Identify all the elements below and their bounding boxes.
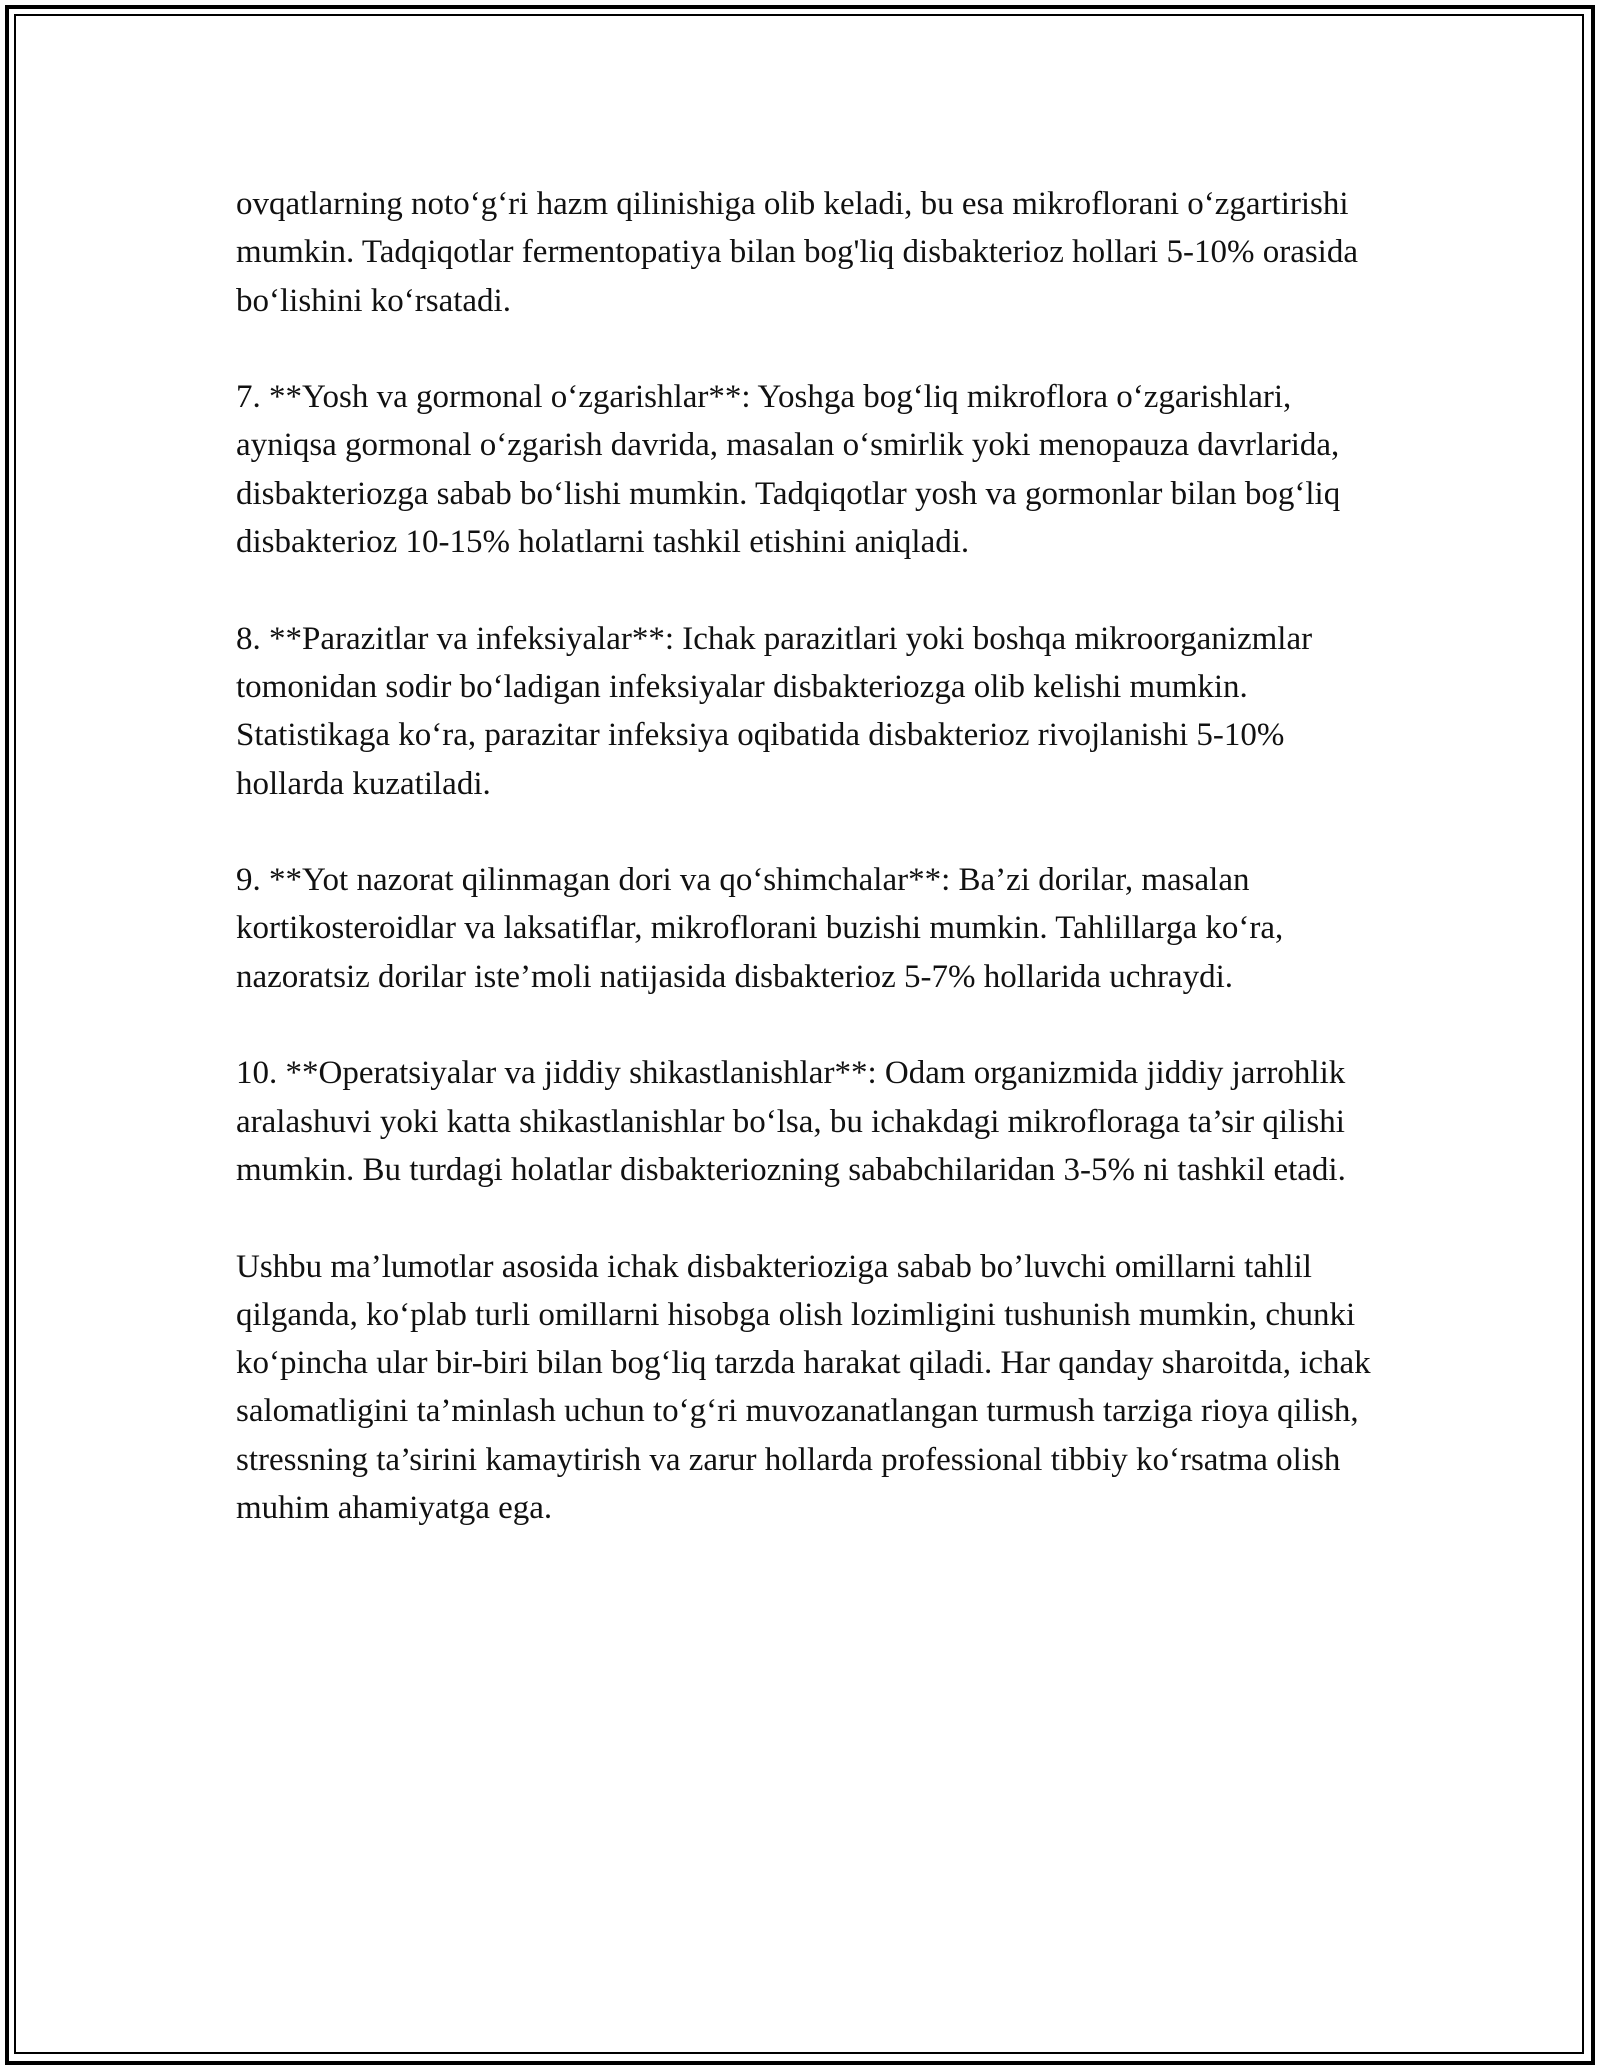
paragraph-parazitlar: 8. **Parazitlar va infeksiyalar**: Ichak parazitlari yoki boshqa mikroorganizmlar tomonidan sodir bo‘ladigan infeksiyalar disbakteriozga olib kelishi mumkin. Statistikaga ko‘ra, parazitar infeksiya oqibatida disbakterioz rivojlanishi 5-10% hollarda kuzatiladi.	[236, 620, 1313, 802]
paragraph-conclusion: Ushbu ma’lumotlar asosida ichak disbakterioziga sabab bo’luvchi omillarni tahlil qilganda, ko‘plab turli omillarni hisobga olish lozimligini tushunish mumkin, chunki ko‘pincha ular bir-biri bilan bog‘liq tarzda harakat qiladi. Har qanday sharoitda, ichak salomatligini ta’minlash uchun to‘g‘ri muvozanatlangan turmush tarziga rioya qilish, stressning ta’sirini kamaytirish va zarur hollarda professional tibbiy ko‘rsatma olish muhim ahamiyatga ega.	[236, 1248, 1371, 1527]
paragraph-fermentopatiya: ovqatlarning noto‘g‘ri hazm qilinishiga olib keladi, bu esa mikroflorani o‘zgartirishi mumkin. Tadqiqotlar fermentopatiya bilan bog'liq disbakterioz hollari 5-10% orasida bo‘lishini ko‘rsatadi.	[236, 186, 1358, 319]
paragraph-yosh-gormonal: 7. **Yosh va gormonal o‘zgarishlar**: Yoshga bog‘liq mikroflora o‘zgarishlari, ayniqsa gormonal o‘zgarish davrida, masalan o‘smirlik yoki menopauza davrlarida, disbakteriozga sabab bo‘lishi mumkin. Tadqiqotlar yosh va gormonlar bilan bog‘liq disbakterioz 10-15% holatlarni tashkil etishini aniqladi.	[236, 379, 1341, 561]
paragraph-operatsiyalar: 10. **Operatsiyalar va jiddiy shikastlanishlar**: Odam organizmida jiddiy jarrohlik aralashuvi yoki katta shikastlanishlar bo‘lsa, bu ichakdagi mikrofloraga ta’sir qilishi mumkin. Bu turdagi holatlar disbakteriozning sababchilaridan 3-5% ni tashkil etadi.	[236, 1055, 1346, 1188]
document-body	[236, 180, 1386, 1581]
paragraph-dori-qoshimchalar: 9. **Yot nazorat qilinmagan dori va qo‘shimchalar**: Ba’zi dorilar, masalan kortikosteroidlar va laksatiflar, mikroflorani buzishi mumkin. Tahlillarga ko‘ra, nazoratsiz dorilar iste’moli natijasida disbakterioz 5-7% hollarida uchraydi.	[236, 862, 1284, 995]
